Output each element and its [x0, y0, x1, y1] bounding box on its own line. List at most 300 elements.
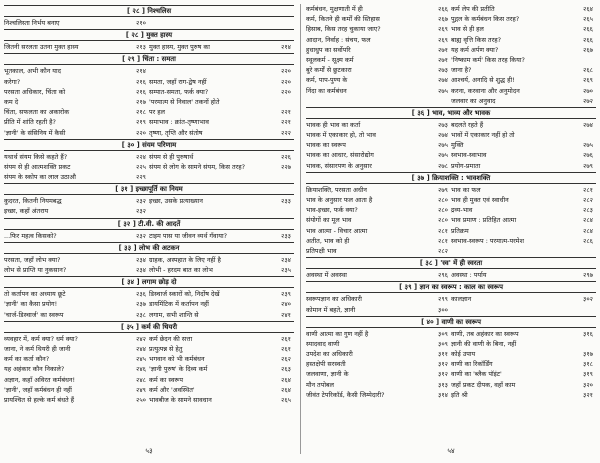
toc-entry: [4, 66, 149, 76]
toc-entry-title: 'ज्ञानी' का कैसा प्रयोग!: [4, 300, 58, 309]
toc-entry-page: २४५: [136, 355, 146, 364]
toc-entry-title: कर्मबंधन, मुक्षणाती में ही: [306, 5, 363, 13]
toc-entry-title: वाणी का रिकॉर्डिंग: [451, 360, 493, 369]
toc-row: [4, 299, 294, 309]
toc-row: [4, 87, 294, 97]
toc-entry-page: २८२: [438, 246, 448, 255]
toc-entry-page: २१८: [136, 108, 146, 117]
toc-entry: [4, 334, 149, 344]
toc-entry-title: 'ज्ञानी पुरुष' के दिव्य कर्म: [149, 365, 208, 374]
toc-entry-title: प्रतिक्रम: [451, 226, 469, 235]
toc-row: [4, 265, 294, 275]
toc-entry: [306, 86, 451, 96]
toc-entry-title: कर्म छेदन की सत्ता: [149, 334, 193, 343]
toc-entry-page: [567, 130, 596, 140]
toc-entry-title: इच्छा, कहाँ अंतराय: [4, 207, 49, 216]
toc-entry: [306, 185, 451, 195]
toc-entry-page: २३४: [136, 266, 146, 274]
toc-entry-page: ३१४: [438, 390, 448, 399]
toc-entry: [306, 246, 451, 256]
toc-entry-title: ...फिर महत्व किसको?: [4, 231, 57, 240]
toc-entry: [4, 255, 149, 265]
toc-row: [306, 35, 596, 45]
toc-row: [306, 130, 596, 140]
toc-entry-page: २३४: [281, 255, 291, 264]
toc-entry-title: बुरे कर्मों से छुटकारा: [306, 66, 352, 75]
toc-entry: [306, 96, 451, 106]
toc-entry: [451, 236, 596, 246]
toc-entry: [451, 226, 596, 236]
toc-entry-title: व्यवहार में, कर्म क्या? धर्म क्या?: [4, 334, 78, 343]
toc-row: [306, 195, 596, 205]
right-page-number: ५४: [447, 447, 455, 455]
toc-entry-page: [265, 206, 294, 216]
toc-entry: [306, 130, 451, 140]
toc-entry-page: २७२: [583, 96, 593, 105]
toc-entry: [306, 226, 451, 236]
toc-entry-page: २३८: [136, 310, 146, 319]
toc-row: [4, 255, 294, 265]
toc-entry-page: २७९: [583, 161, 593, 170]
toc-entry-page: २१६: [136, 87, 146, 96]
toc-row: [4, 117, 294, 127]
toc-entry: [451, 215, 596, 225]
toc-entry-title: भावक में एकाकार हो, तो भाव: [306, 131, 376, 140]
section-heading: [ ३१ ] इच्छापूर्ति का नियम: [4, 183, 294, 195]
toc-entry-title: [306, 96, 422, 106]
toc-entry-title: कर्म का स्वरूप: [149, 375, 183, 384]
toc-row: [306, 75, 596, 85]
toc-entry-title: जीवंत टेपरिकॉर्ड, कैसी जिम्मेदारी?: [306, 390, 385, 399]
toc-row: [4, 18, 294, 28]
toc-entry-title: लोभी - हरदम बात का लोभ: [149, 266, 213, 274]
toc-entry: [306, 236, 451, 246]
toc-entry-title: निश्चलिस्ता निर्भय बनाए: [4, 19, 60, 27]
toc-entry-title: स्थूलकर्म - सूक्ष्म कर्म: [306, 55, 354, 64]
toc-entry: [4, 385, 149, 395]
toc-entry: [4, 206, 149, 216]
toc-entry-title: हुधाधुप का सर्वोपरि: [306, 45, 351, 54]
toc-entry-page: २३४: [136, 255, 146, 264]
toc-entry-title: आश्चर्य, अनादि से शुद्ध ही!: [451, 76, 515, 85]
toc-entry: [149, 117, 294, 127]
toc-entry-title: टाइम पास या जीवन व्यर्थ गँवाया?: [149, 231, 227, 240]
toc-entry: [4, 77, 149, 87]
toc-entry-page: [265, 172, 294, 182]
toc-entry-title: मौन तपोबल: [306, 380, 334, 389]
toc-entry-title: भूतकाल, अभी कौन याद: [4, 67, 62, 76]
toc-entry: [306, 294, 451, 304]
section-heading: [ ३७ ] क्रियाशक्ति : भावशक्ति: [306, 172, 596, 184]
toc-entry-title: 'ज्ञानी', जहाँ कर्मबंधन ही नहीं: [4, 385, 72, 394]
toc-entry: [4, 87, 149, 97]
toc-entry-page: ३१६: [583, 329, 593, 338]
toc-entry: [149, 196, 294, 206]
toc-entry-page: २३२: [136, 207, 146, 216]
toc-entry: [149, 395, 294, 405]
toc-entry-title: कर्म लेप की प्रतीति: [451, 5, 495, 13]
toc-entry: [149, 206, 294, 216]
toc-entry-page: २३३: [281, 231, 291, 240]
toc-entry: [149, 375, 294, 385]
toc-row: [4, 334, 294, 344]
section-heading: [ ३८ ] 'स्व' में ही स्वरता: [306, 257, 596, 269]
toc-entry: [149, 364, 294, 374]
toc-entry-title: पर हल: [149, 108, 166, 117]
toc-entry: [451, 65, 596, 75]
toc-entry-title: परसता, जहाँ लोभ क्या?: [4, 255, 61, 264]
toc-entry-page: २८०: [438, 196, 448, 204]
toc-entry-page: ३१८: [583, 360, 593, 369]
toc-entry-page: २८४: [583, 216, 593, 225]
toc-entry-page: २१७: [136, 97, 146, 106]
toc-row: [306, 349, 596, 359]
toc-entry: [306, 14, 451, 24]
toc-row: [306, 161, 596, 171]
toc-entry-page: २८६: [583, 236, 593, 245]
section-heading: [ २८ ] निश्चलिस: [4, 5, 294, 17]
toc-entry: [451, 24, 596, 34]
toc-entry-title: [149, 206, 265, 216]
toc-row: [306, 294, 596, 304]
toc-entry: [4, 152, 149, 162]
toc-row: [306, 380, 596, 390]
toc-entry: [306, 35, 451, 45]
toc-entry-page: २९९: [438, 295, 448, 304]
toc-row: [306, 150, 596, 160]
toc-row: [306, 86, 596, 96]
toc-entry: [149, 18, 294, 28]
toc-entry: [306, 150, 451, 160]
toc-entry-title: 'निष्काम कर्म' किस तरह किया?: [451, 55, 525, 64]
toc-row: [306, 226, 596, 236]
toc-entry-title: भाव प्रमाण : प्रतिहित आत्मा: [451, 216, 517, 225]
toc-entry: [4, 162, 149, 172]
toc-entry-title: प्रायश्चित से हल्के कर्म बंधते हैं: [4, 395, 75, 404]
toc-entry-page: ३१२: [438, 360, 448, 369]
toc-entry-title: क्रियाशक्ति, परसता अधीन: [306, 185, 367, 194]
toc-entry-page: ३१३: [438, 380, 448, 389]
toc-entry-page: २१६: [136, 77, 146, 86]
toc-entry-page: २२७: [281, 162, 291, 171]
toc-entry-title: 'चार्ज-डिस्चार्ज' का स्वरूप: [4, 310, 64, 319]
toc-entry: [149, 128, 294, 138]
section-heading: [ ३५ ] कर्म की थियरी: [4, 321, 294, 333]
toc-entry-page: २६४: [583, 5, 593, 13]
toc-entry-page: २६६: [583, 35, 593, 44]
toc-entry-title: हिसाब, किस तरह चुकाया जाए?: [306, 25, 381, 34]
toc-entry: [306, 359, 451, 369]
section-heading: [ ३६ ] भाव, भाव्य और भावक: [306, 107, 596, 119]
toc-entry-title: यह अहंकार कौन निकाले?: [4, 365, 65, 374]
toc-entry-title: जहाँ प्रकट दीपक, वहाँ काम: [451, 380, 516, 389]
toc-entry: [306, 75, 451, 85]
toc-entry-page: ३००: [438, 305, 448, 314]
toc-entry-page: २७४: [438, 131, 448, 140]
toc-row: [4, 172, 294, 182]
toc-entry-title: जाना, ने कर्म थियरी ही जानी: [4, 344, 71, 353]
toc-entry: [149, 42, 294, 52]
toc-entry: [149, 77, 294, 87]
toc-entry: [451, 86, 596, 96]
toc-entry-page: २७५: [438, 151, 448, 160]
toc-entry-page: २८१: [438, 236, 448, 245]
toc-entry-page: २१३: [136, 43, 146, 52]
toc-entry-page: २१४: [136, 67, 146, 76]
toc-entry-page: २६७: [583, 45, 593, 54]
toc-row: [306, 359, 596, 369]
toc-entry-title: द्रव्य-भाव: [451, 206, 473, 215]
toc-entry-title: कुदरत, कितनी नियमबद्ध: [4, 197, 62, 206]
toc-entry: [149, 152, 294, 162]
toc-entry-title: प्रत्युत्पन्न से हेतु: [149, 344, 183, 353]
page-gutter: [300, 4, 301, 454]
toc-row: [306, 55, 596, 65]
toc-row: [4, 385, 294, 395]
toc-entry-title: प्रतिपक्षी भाव: [306, 246, 337, 255]
toc-entry-title: भाव-इच्छा, फर्क क्या?: [306, 206, 358, 215]
toc-entry: [451, 305, 596, 315]
toc-entry-title: वाणी का 'ब्लैक पॉइंट': [451, 370, 502, 379]
toc-entry-page: [265, 18, 294, 28]
toc-entry: [451, 14, 596, 24]
toc-row: [306, 24, 596, 34]
toc-row: [4, 395, 294, 405]
toc-entry-title: परसता अधिकार, चिंता को: [4, 87, 66, 96]
toc-entry-page: ३१९: [583, 370, 593, 379]
section-heading: [ ३३ ] लोभ की अटकन: [4, 242, 294, 254]
toc-entry: [451, 75, 596, 85]
toc-entry-page: २९७: [583, 271, 593, 280]
toc-entry: [451, 294, 596, 304]
toc-entry-title: [451, 246, 567, 256]
toc-entry-page: २७५: [438, 141, 448, 150]
toc-row: [4, 107, 294, 117]
toc-entry-title: कर्म, कितने ही कर्मों की स्तिहास: [306, 15, 380, 24]
toc-entry: [149, 107, 294, 117]
toc-entry: [4, 265, 149, 275]
toc-entry-page: २३२: [136, 197, 146, 206]
toc-entry-page: २६६: [438, 5, 448, 13]
toc-entry: [306, 161, 451, 171]
toc-row: [306, 270, 596, 280]
toc-entry-title: [149, 66, 265, 76]
toc-entry-page: २६१: [281, 344, 291, 353]
toc-entry-page: २७०: [583, 86, 593, 95]
toc-entry: [306, 120, 451, 130]
toc-entry-title: कोमान में बहते, ज्ञानी: [306, 305, 356, 314]
toc-entry-title: जलवाणा, ज्ञानी के: [306, 370, 349, 379]
toc-entry-page: २२४: [136, 152, 146, 161]
toc-entry-page: २६९: [438, 35, 448, 44]
toc-entry: [4, 117, 149, 127]
toc-entry-page: २६५: [583, 15, 593, 24]
toc-entry: [149, 97, 294, 107]
toc-entry: [149, 299, 294, 309]
toc-entry: [4, 128, 149, 138]
toc-entry-title: जाना है?: [451, 66, 472, 75]
toc-entry-title: बाह्य वृत्ति किस तरह?: [451, 35, 501, 44]
toc-entry-page: २२०: [281, 67, 291, 76]
toc-entry: [149, 172, 294, 182]
toc-entry: [149, 87, 294, 97]
toc-entry: [451, 270, 596, 280]
toc-entry: [4, 299, 149, 309]
toc-entry-page: [567, 55, 596, 65]
toc-entry: [451, 35, 596, 45]
toc-entry-title: समाभाव : क्रांत-तृष्णाभाव: [149, 118, 209, 127]
toc-row: [306, 65, 596, 75]
section-heading: [ ३० ] संयम परिणाम: [4, 139, 294, 151]
toc-entry-title: 'ज्ञानी' के संसिनिय में कैसी: [4, 128, 66, 137]
toc-entry-title: सम्पात-समता, फर्क क्या?: [149, 87, 209, 96]
toc-entry-page: २६४: [281, 385, 291, 394]
toc-entry-title: [149, 172, 265, 182]
toc-row: [306, 4, 596, 14]
toc-entry: [4, 310, 149, 320]
toc-entry: [451, 140, 596, 150]
toc-entry-title: कोई उपाय: [451, 350, 476, 359]
toc-entry-page: २६१: [281, 334, 291, 343]
toc-entry-title: ज्ञानी की वाणी के बिना, नहीं: [451, 339, 517, 348]
toc-entry-title: संयम से ही आत्मशक्ति प्रकट: [4, 162, 71, 171]
toc-entry: [451, 4, 596, 14]
toc-row: [306, 120, 596, 130]
toc-entry: [451, 359, 596, 369]
toc-entry-page: २७३: [438, 120, 448, 129]
toc-entry-page: २२०: [281, 77, 291, 86]
toc-entry-title: उपदेश का अधिकारी: [306, 350, 353, 359]
toc-row: [4, 42, 294, 52]
toc-entry-title: भाव ही मुक्त एवं स्वाधीन: [451, 196, 509, 204]
toc-entry-title: अवस्था में अवस्था: [306, 271, 347, 280]
toc-entry: [149, 310, 294, 320]
toc-entry-title: डिस्चार्ज स्कारों को, निर्दोष देखें: [149, 290, 220, 299]
toc-entry-page: २२९: [136, 173, 146, 182]
toc-entry-title: तो कर्तापन का अध्याय छूटे: [4, 290, 66, 299]
section-heading: [ २८ ] मुक्त हास्य: [4, 29, 294, 41]
toc-row: [4, 289, 294, 299]
toc-entry-title: हस्तक्षेपी सरस्वती: [306, 360, 346, 369]
toc-row: [4, 66, 294, 76]
toc-entry-page: २१४: [281, 43, 291, 52]
toc-entry-title: तृष्णा, तृप्ति और संतोष: [149, 128, 203, 137]
toc-entry-title: भाव के अनुसार फल आता है: [306, 196, 373, 204]
toc-entry-page: २३७: [136, 300, 146, 309]
right-page: [306, 4, 596, 456]
section-heading: [ २९ ] चिंता : समता: [4, 53, 294, 65]
toc-entry-title: करेगा?: [4, 77, 21, 86]
toc-row: [4, 152, 294, 162]
toc-entry-page: २८१: [583, 185, 593, 194]
toc-entry-title: स्वरूपज्ञान का अधिकारी: [306, 295, 362, 304]
toc-entry-page: २७९: [438, 185, 448, 194]
toc-entry-title: प्रयोग-प्रमाता: [451, 161, 481, 170]
toc-entry-title: 'परमात्म से निवाल' तकनों होते: [149, 97, 220, 106]
toc-row: [4, 364, 294, 374]
toc-entry: [306, 55, 451, 65]
left-page-contents: [4, 5, 294, 405]
toc-entry-title: चिंता, सफलता का अकारोक: [4, 108, 70, 117]
toc-entry: [451, 369, 596, 379]
toc-entry: [149, 289, 294, 299]
toc-entry-page: [567, 305, 596, 315]
toc-entry-title: संयोगों का मूल भाव: [306, 216, 352, 225]
toc-entry-title: भगवान को भी कर्मबंधन: [149, 355, 205, 364]
toc-entry-page: २३६: [136, 290, 146, 299]
toc-entry-page: २२५: [136, 162, 146, 171]
toc-entry: [149, 344, 294, 354]
toc-entry-page: २६२: [281, 355, 291, 364]
toc-entry: [149, 162, 294, 172]
toc-entry-page: २७५: [438, 86, 448, 95]
toc-entry-title: कर्म और 'अवस्थित': [149, 385, 195, 394]
toc-entry: [149, 265, 294, 275]
toc-entry: [4, 172, 149, 182]
toc-entry-title: संयम के स्कोप का लाल उठाऔ: [4, 173, 76, 182]
section-heading: [ ४० ] वाणी का स्वरूप: [306, 316, 596, 328]
toc-entry-page: ३०२: [583, 295, 593, 304]
toc-row: [4, 375, 294, 385]
toc-entry-page: २४४: [136, 344, 146, 353]
toc-row: [4, 310, 294, 320]
toc-entry-page: [265, 97, 294, 107]
toc-row: [4, 77, 294, 87]
section-heading: [ ३२ ] टी.वी. की आदतें: [4, 218, 294, 230]
toc-row: [306, 329, 596, 339]
toc-entry-page: २८४: [583, 226, 593, 235]
toc-row: [306, 246, 596, 256]
toc-entry: [451, 246, 596, 256]
toc-entry-page: २३९: [281, 290, 291, 299]
toc-entry: [149, 334, 294, 344]
toc-entry: [306, 4, 451, 14]
toc-entry-page: २४१: [281, 310, 291, 319]
toc-entry-title: इति श्री: [451, 390, 468, 399]
toc-entry: [4, 196, 149, 206]
toc-entry-title: वाणी, तब अहंकार का स्वरूप: [451, 329, 519, 338]
toc-entry-page: २४०: [281, 300, 291, 309]
toc-entry-title: मुक्त हास्य, मुक्त पुरुष का: [149, 43, 210, 52]
toc-row: [4, 196, 294, 206]
toc-entry-title: प्रीति में शांति रहती है?: [4, 118, 56, 127]
toc-entry-page: २६६: [583, 25, 593, 34]
toc-entry: [306, 24, 451, 34]
toc-entry-page: २४२: [136, 334, 146, 343]
toc-entry-page: २८१: [438, 226, 448, 235]
toc-entry-title: भाव से ही हल: [451, 25, 484, 34]
toc-entry-page: ३१७: [583, 350, 593, 359]
toc-row: [306, 390, 596, 400]
toc-entry-title: जितनी सरलता उतना मुक्त हास्य: [4, 43, 79, 52]
toc-entry-title: भावबीज के सामने सावधान: [149, 395, 212, 404]
toc-entry-page: २७४: [583, 120, 593, 129]
toc-row: [4, 206, 294, 216]
left-page: [4, 4, 294, 456]
toc-row: [306, 185, 596, 195]
toc-row: [306, 205, 596, 215]
toc-row: [4, 354, 294, 364]
toc-entry: [306, 349, 451, 359]
toc-row: [306, 236, 596, 246]
toc-entry: [451, 161, 596, 171]
toc-entry-title: निंदा का कर्मबंधन: [306, 86, 347, 95]
toc-entry-page: ३२१: [583, 390, 593, 399]
toc-entry-page: २३२: [136, 231, 146, 240]
toc-entry: [451, 150, 596, 160]
toc-entry-page: २७६: [583, 151, 593, 160]
toc-entry-title: कम दे: [4, 97, 19, 106]
